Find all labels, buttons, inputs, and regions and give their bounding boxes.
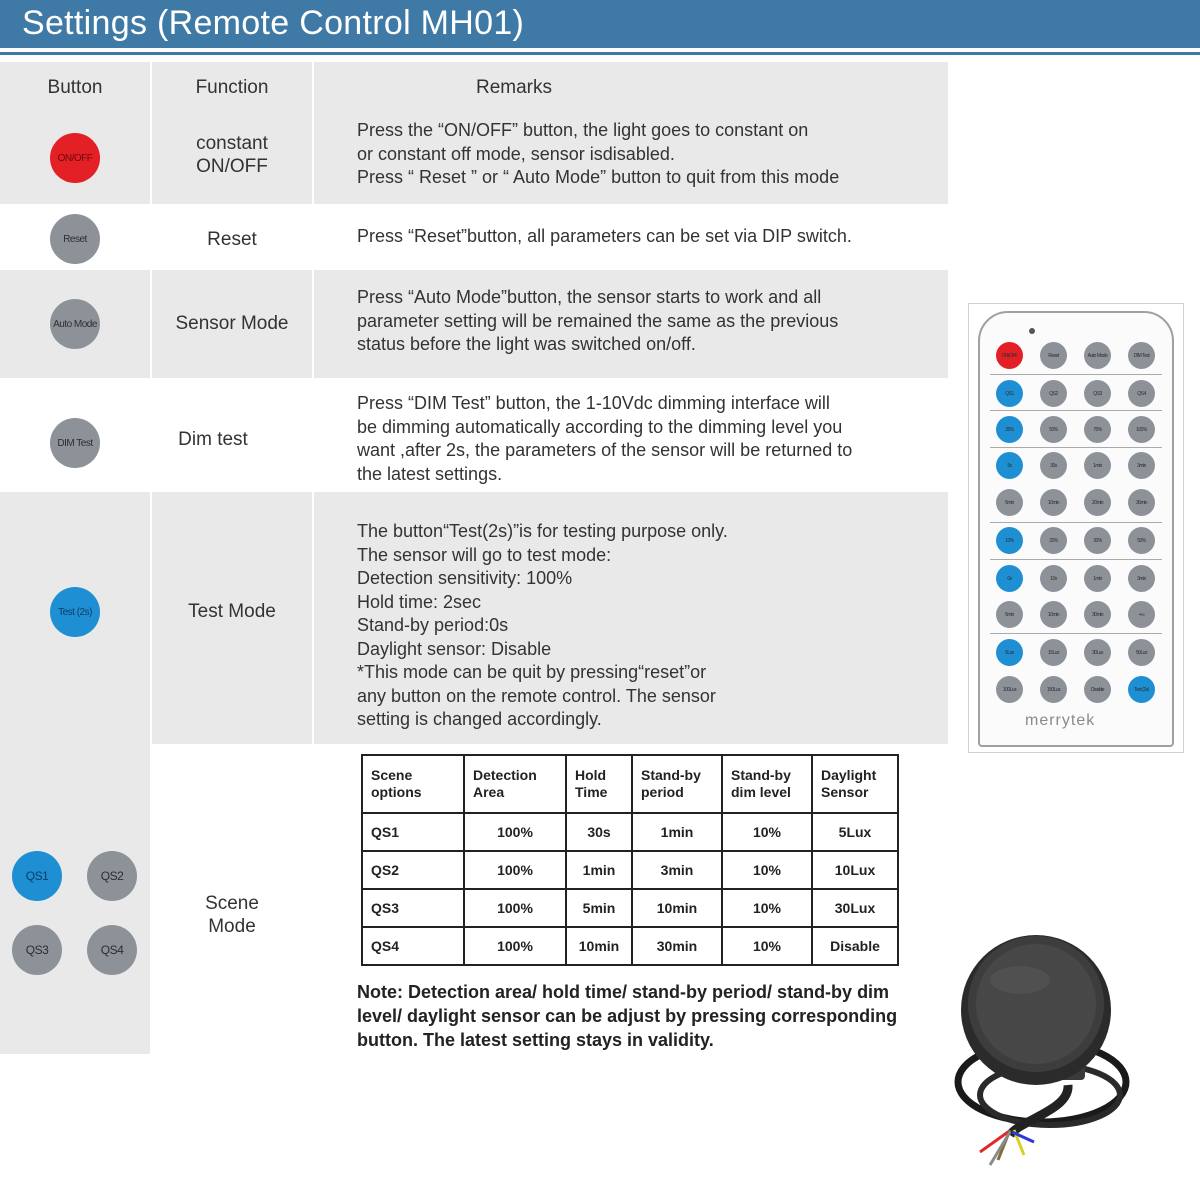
table-header-cell: Stand-by period: [632, 755, 722, 813]
remote-button: 20%: [1040, 527, 1067, 554]
remote-button: 15Lux: [1040, 639, 1067, 666]
remote-button: 30s: [1040, 452, 1067, 479]
table-cell: 30s: [566, 813, 632, 851]
remote-button: DIM Test: [1128, 342, 1155, 369]
table-cell: 10min: [632, 889, 722, 927]
column-divider: [312, 62, 314, 744]
remote-button: 30Lux: [1084, 639, 1111, 666]
page-title: Settings (Remote Control MH01): [22, 4, 525, 42]
remote-button: 100%: [1128, 416, 1155, 443]
table-cell: 10%: [722, 889, 812, 927]
remote-button: 5s: [996, 452, 1023, 479]
scene-mode-label: Scene Mode: [205, 893, 259, 937]
remote-button: 150Lux: [1040, 676, 1067, 703]
remark-text: The button“Test(2s)”is for testing purpose only. The sensor will go to test mode: Detection sensitivity: 100% Hold time: 2sec Stand-by period:0s Daylight sensor: Disable *This mode can be quit by pressing“reset”or any button on the remote control. The sensor setting is changed accordingly.: [357, 521, 728, 729]
title-underline: [0, 52, 1200, 55]
function-label: Dim test: [178, 429, 248, 450]
title-bar: [0, 0, 1200, 48]
remote-button: 75%: [1084, 416, 1111, 443]
remote-button: 1min: [1084, 565, 1111, 592]
remark-text: Press “DIM Test” button, the 1-10Vdc dimming interface will be dimming automatically according to the dimming level you want ,after 2s, the parameters of the sensor will be returned to the latest settings.: [357, 393, 853, 484]
sensor-image: [950, 920, 1170, 1170]
table-cell: 100%: [464, 851, 566, 889]
remote-button: QS1: [996, 380, 1023, 407]
table-row: [362, 755, 898, 813]
table-cell: 5min: [566, 889, 632, 927]
table-header-cell: Daylight Sensor: [812, 755, 898, 813]
scene-buttons-cell: [0, 744, 150, 1054]
note-text: Note: Detection area/ hold time/ stand-by period/ stand-by dim level/ daylight sensor can be adjust by pressing corresponding button. The latest setting stays in validity.: [357, 982, 898, 1050]
table-header-cell: Scene options: [362, 755, 464, 813]
remote-button: ON/OFF: [996, 342, 1023, 369]
table-cell: QS1: [362, 813, 464, 851]
table-cell: Disable: [812, 927, 898, 965]
table-header-cell: Stand-by dim level: [722, 755, 812, 813]
table-row: [362, 851, 898, 889]
remote-section-divider: [990, 410, 1162, 411]
table-cell: QS4: [362, 927, 464, 965]
remote-button: 0s: [996, 565, 1023, 592]
remote-button: QS4: [1128, 380, 1155, 407]
remote-button: 50Lux: [1128, 639, 1155, 666]
scene-options-table: [361, 754, 899, 966]
remote-button: 5min: [996, 489, 1023, 516]
table-cell: 100%: [464, 813, 566, 851]
table-row: [362, 889, 898, 927]
remote-button: 50%: [1128, 527, 1155, 554]
qs1-button: QS1: [12, 851, 62, 901]
remote-section-divider: [990, 559, 1162, 560]
remote-button: QS3: [1084, 380, 1111, 407]
remote-section-divider: [990, 447, 1162, 448]
function-label: Test Mode: [188, 601, 276, 622]
remote-button: Test (2s): [1128, 676, 1155, 703]
table-header-row: [0, 62, 948, 110]
table-cell: 30min: [632, 927, 722, 965]
table-cell: 10%: [722, 927, 812, 965]
remark-text: Press “Auto Mode”button, the sensor starts to work and all parameter setting will be remained the same as the previous status before the light was switched on/off.: [357, 287, 839, 354]
column-header-function: Function: [195, 77, 269, 98]
remote-button: 10s: [1040, 565, 1067, 592]
table-cell: 10%: [722, 813, 812, 851]
table-header-cell: Hold Time: [566, 755, 632, 813]
table-cell: 10min: [566, 927, 632, 965]
remote-button: 10%: [996, 527, 1023, 554]
remote-button: +∞: [1128, 601, 1155, 628]
remote-section-divider: [990, 374, 1162, 375]
table-cell: 100%: [464, 927, 566, 965]
table-cell: 3min: [632, 851, 722, 889]
reset-button: Reset: [50, 214, 100, 264]
remote-button: 30min: [1128, 489, 1155, 516]
qs4-button: QS4: [87, 925, 137, 975]
table-row: [0, 204, 948, 270]
qs2-button: QS2: [87, 851, 137, 901]
function-label: constant ON/OFF: [196, 133, 268, 177]
sensor-photo-icon: [950, 920, 1170, 1170]
remote-button: 20min: [1084, 489, 1111, 516]
table-cell: 100%: [464, 889, 566, 927]
remote-section-divider: [990, 522, 1162, 523]
column-divider: [150, 62, 152, 744]
table-row: [0, 270, 948, 378]
table-cell: QS2: [362, 851, 464, 889]
table-header-cell: Detection Area: [464, 755, 566, 813]
remote-button: 30min: [1084, 601, 1111, 628]
function-label: Reset: [207, 229, 257, 250]
table-row: [0, 110, 948, 204]
auto-mode-button: Auto Mode: [50, 299, 100, 349]
remote-button: 50%: [1040, 416, 1067, 443]
remote-button: 25%: [996, 416, 1023, 443]
table-row: [362, 813, 898, 851]
function-label: Sensor Mode: [175, 313, 289, 334]
qs3-button: QS3: [12, 925, 62, 975]
table-cell: QS3: [362, 889, 464, 927]
remote-button: Disable: [1084, 676, 1111, 703]
remote-section-divider: [990, 633, 1162, 634]
dim-test-button: DIM Test: [50, 418, 100, 468]
table-cell: 1min: [566, 851, 632, 889]
table-row: [0, 378, 948, 492]
column-header-button: Button: [47, 77, 103, 98]
table-cell: 5Lux: [812, 813, 898, 851]
table-cell: 10Lux: [812, 851, 898, 889]
remote-button: QS2: [1040, 380, 1067, 407]
remote-button: 10min: [1040, 489, 1067, 516]
remote-button: 5min: [996, 601, 1023, 628]
remote-button: 3min: [1128, 565, 1155, 592]
column-header-remarks: Remarks: [475, 77, 552, 98]
table-row: [0, 492, 948, 744]
table-cell: 1min: [632, 813, 722, 851]
remote-button: Reset: [1040, 342, 1067, 369]
remote-button: Auto Mode: [1084, 342, 1111, 369]
table-cell: 10%: [722, 851, 812, 889]
remote-button: 5Lux: [996, 639, 1023, 666]
remote-button: 1min: [1084, 452, 1111, 479]
remote-button: 30%: [1084, 527, 1111, 554]
remark-text: Press “Reset”button, all parameters can be set via DIP switch.: [357, 226, 852, 246]
table-cell: 30Lux: [812, 889, 898, 927]
remark-text: Press the “ON/OFF” button, the light goes to constant on or constant off mode, sensor isdisabled. Press “ Reset ” or “ Auto Mode” button to quit from this mode: [357, 120, 840, 187]
remote-button: 10min: [1040, 601, 1067, 628]
ir-led-icon: [1029, 328, 1035, 334]
remote-button: 100Lux: [996, 676, 1023, 703]
table-row: [362, 927, 898, 965]
test-2s-button: Test (2s): [50, 587, 100, 637]
remote-button: 3min: [1128, 452, 1155, 479]
brand-logo: merrytek: [1025, 712, 1096, 729]
on-off-button: ON/OFF: [50, 133, 100, 183]
